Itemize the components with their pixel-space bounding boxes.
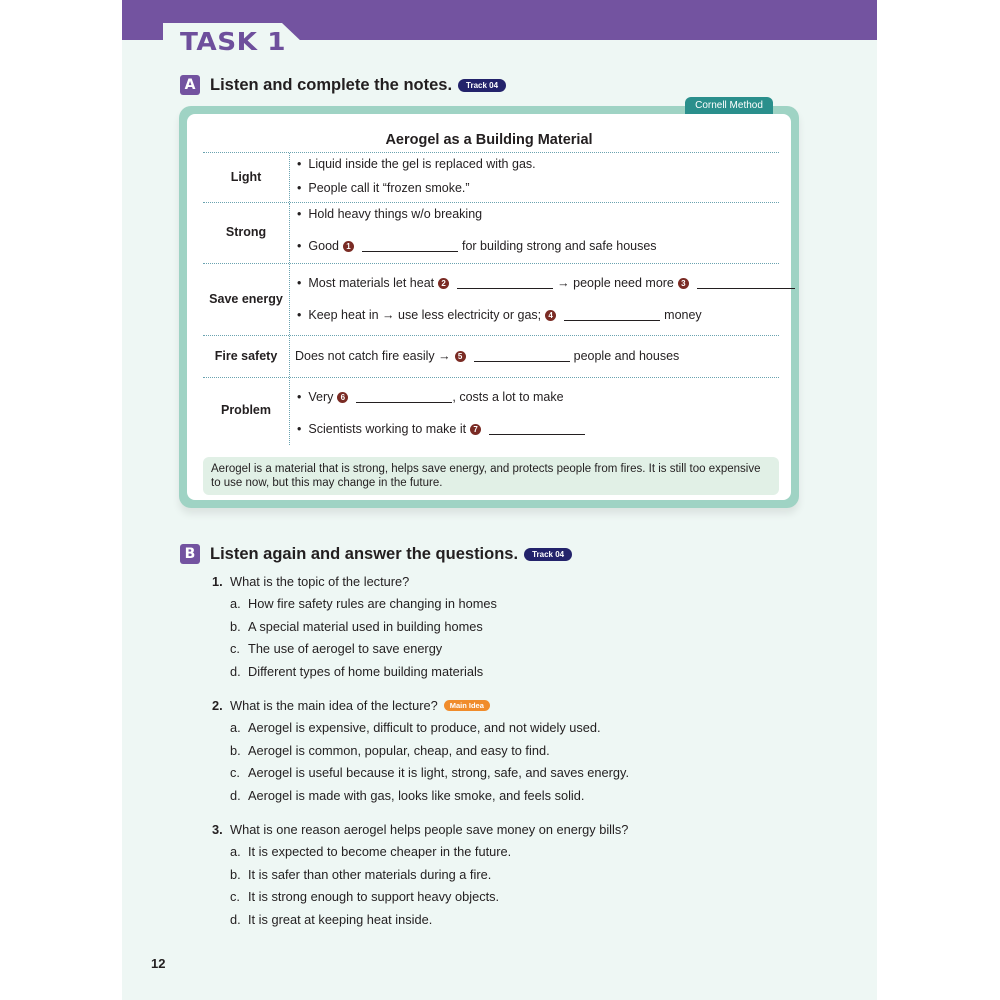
row-divider xyxy=(289,153,290,202)
row-label: Save energy xyxy=(209,292,283,306)
option-c[interactable] xyxy=(212,886,628,909)
option-letter: b. xyxy=(230,618,241,634)
question-stem xyxy=(212,694,629,716)
notes-row-strong xyxy=(203,202,779,263)
option-text: Aerogel is common, popular, cheap, and easy to find. xyxy=(248,742,550,758)
option-letter: c. xyxy=(230,765,240,781)
note-line xyxy=(297,390,564,404)
option-letter: b. xyxy=(230,742,241,758)
option-letter: a. xyxy=(230,719,241,735)
row-divider xyxy=(289,336,290,377)
option-text: It is expected to become cheaper in the future. xyxy=(248,843,512,859)
row-label: Problem xyxy=(220,403,271,417)
task-title: TASK 1 xyxy=(180,27,286,56)
question-text: What is one reason aerogel helps people save money on energy bills? xyxy=(230,821,629,837)
question-1 xyxy=(212,570,497,683)
blank-number-4: 4 xyxy=(545,310,556,321)
note-text: people and houses xyxy=(573,349,680,363)
note-text: Very xyxy=(308,390,334,404)
row-label: Strong xyxy=(225,225,267,239)
notes-row-light xyxy=(203,152,779,202)
note-line xyxy=(297,157,536,171)
note-line xyxy=(297,308,702,322)
question-number: 2. xyxy=(212,697,223,713)
option-text: Aerogel is made with gas, looks like smoke, and feels solid. xyxy=(248,788,585,804)
bullet-icon: • xyxy=(297,276,302,290)
option-letter: a. xyxy=(230,843,241,859)
option-a[interactable] xyxy=(212,716,629,739)
note-text: Liquid inside the gel is replaced with gas. xyxy=(308,157,536,171)
question-stem xyxy=(212,818,628,840)
answer-blank-6[interactable] xyxy=(356,391,452,403)
option-text: Different types of home building materials xyxy=(248,664,484,680)
option-letter: d. xyxy=(230,788,241,804)
note-text: Hold heavy things w/o breaking xyxy=(308,207,483,221)
option-text: It is safer than other materials during a fire. xyxy=(248,866,492,882)
notes-row-fire-safety xyxy=(203,335,779,377)
note-line xyxy=(297,239,657,253)
option-text: A special material used in building homes xyxy=(248,618,483,634)
row-label: Light xyxy=(230,170,262,184)
answer-blank-7[interactable] xyxy=(489,423,585,435)
option-letter: d. xyxy=(230,664,241,680)
answer-blank-5[interactable] xyxy=(474,350,570,362)
bullet-icon: • xyxy=(297,390,302,404)
question-number: 3. xyxy=(212,821,223,837)
option-text: The use of aerogel to save energy xyxy=(248,641,443,657)
blank-number-2: 2 xyxy=(438,278,449,289)
option-d[interactable] xyxy=(212,908,628,931)
page-number: 12 xyxy=(151,956,166,971)
track-badge-b[interactable]: Track 04 xyxy=(524,548,572,561)
notes-inner xyxy=(187,114,791,500)
option-a[interactable] xyxy=(212,840,628,863)
notes-title: Aerogel as a Building Material xyxy=(385,132,593,148)
main-idea-badge: Main Idea xyxy=(444,700,490,711)
blank-number-6: 6 xyxy=(337,392,348,403)
option-c[interactable] xyxy=(212,638,497,661)
note-text: People call it “frozen smoke.” xyxy=(308,181,470,195)
blank-number-3: 3 xyxy=(678,278,689,289)
notes-row-save-energy xyxy=(203,263,779,335)
option-letter: d. xyxy=(230,912,241,928)
section-a-header xyxy=(180,75,506,95)
bullet-icon: • xyxy=(297,157,302,171)
bullet-icon: • xyxy=(297,422,302,436)
note-text: Good xyxy=(308,239,339,253)
option-letter: a. xyxy=(230,595,241,611)
answer-blank-4[interactable] xyxy=(564,309,660,321)
section-a-letter: A xyxy=(180,75,200,95)
blank-number-1: 1 xyxy=(343,241,354,252)
option-b[interactable] xyxy=(212,739,629,762)
option-letter: c. xyxy=(230,641,240,657)
note-line xyxy=(297,207,482,221)
row-divider xyxy=(289,264,290,335)
answer-blank-1[interactable] xyxy=(362,240,458,252)
notes-summary: Aerogel is a material that is strong, helps save energy, and protects people from fires. It is still too expensive to use now, but this may change in the future. xyxy=(203,457,779,495)
option-letter: b. xyxy=(230,866,241,882)
question-text: What is the topic of the lecture? xyxy=(230,573,410,589)
option-text: Aerogel is expensive, difficult to produce, and not widely used. xyxy=(248,719,601,735)
option-d[interactable] xyxy=(212,660,497,683)
section-b-instruction: Listen again and answer the questions. xyxy=(210,544,519,563)
note-text: Most materials let heat xyxy=(308,276,435,290)
note-text: for building strong and safe houses xyxy=(461,239,657,253)
option-b[interactable] xyxy=(212,615,497,638)
option-letter: c. xyxy=(230,889,240,905)
section-b-header xyxy=(180,544,572,564)
option-a[interactable] xyxy=(212,592,497,615)
answer-blank-3[interactable] xyxy=(697,277,795,289)
track-badge-a[interactable]: Track 04 xyxy=(458,79,506,92)
option-text: It is great at keeping heat inside. xyxy=(248,912,433,928)
question-stem xyxy=(212,570,497,592)
bullet-icon: • xyxy=(297,239,302,253)
question-number: 1. xyxy=(212,573,223,589)
row-label: Fire safety xyxy=(214,349,278,363)
note-text: , costs a lot to make xyxy=(452,390,564,404)
cornell-notes-card xyxy=(179,106,799,508)
bullet-icon: • xyxy=(297,181,302,195)
section-b-letter: B xyxy=(180,544,200,564)
option-d[interactable] xyxy=(212,784,629,807)
note-line xyxy=(297,422,589,436)
option-text: How fire safety rules are changing in homes xyxy=(248,595,497,611)
option-text: Aerogel is useful because it is light, strong, safe, and saves energy. xyxy=(248,765,630,781)
question-3 xyxy=(212,818,628,931)
blank-number-5: 5 xyxy=(455,351,466,362)
bullet-icon: • xyxy=(297,308,302,322)
blank-number-7: 7 xyxy=(470,424,481,435)
note-text: → people need more xyxy=(557,276,674,290)
note-text: Does not catch fire easily → xyxy=(295,349,451,363)
note-line xyxy=(297,181,470,195)
cornell-method-tab: Cornell Method xyxy=(685,97,773,114)
notes-row-problem xyxy=(203,377,779,445)
answer-blank-2[interactable] xyxy=(457,277,553,289)
option-b[interactable] xyxy=(212,863,628,886)
option-c[interactable] xyxy=(212,762,629,785)
note-line xyxy=(295,349,679,363)
question-2 xyxy=(212,694,629,807)
option-text: It is strong enough to support heavy objects. xyxy=(248,889,500,905)
note-text: money xyxy=(664,308,702,322)
note-text: Keep heat in → use less electricity or gas; xyxy=(308,308,542,322)
workbook-page xyxy=(122,0,877,1000)
row-divider xyxy=(289,378,290,445)
note-line xyxy=(297,276,799,290)
row-divider xyxy=(289,203,290,263)
section-a-instruction: Listen and complete the notes. xyxy=(210,75,453,94)
question-text: What is the main idea of the lecture? xyxy=(230,697,438,713)
bullet-icon: • xyxy=(297,207,302,221)
note-text: Scientists working to make it xyxy=(308,422,467,436)
